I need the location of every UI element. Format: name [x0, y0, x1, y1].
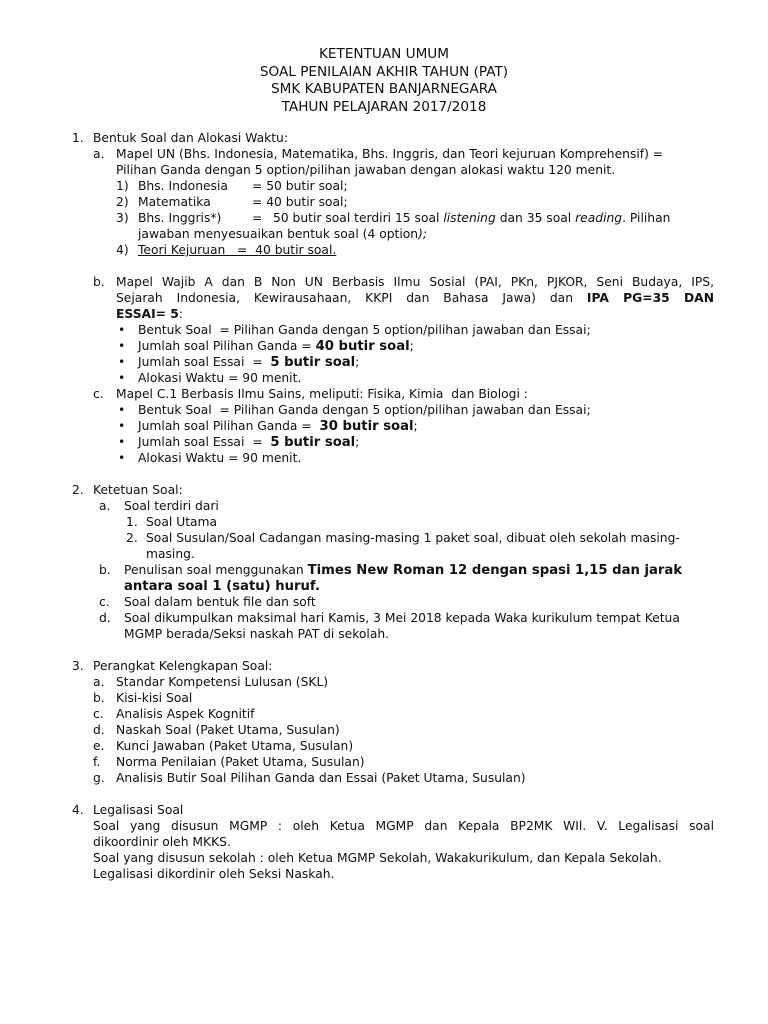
- s3-item-d-text: Naskah Soal (Paket Utama, Susulan): [116, 723, 340, 737]
- s3-item-g-text: Analisis Butir Soal Pilihan Ganda dan Essai (Paket Utama, Susulan): [116, 771, 526, 785]
- s4-line-1: Soal yang disusun MGMP : oleh Ketua MGMP dan Kepala BP2MK WIl. V. Legalisasi soal: [93, 819, 714, 833]
- section-2-title: Ketetuan Soal:: [93, 483, 183, 497]
- s1-a-item-3-text: 50 butir soal terdiri 15 soal listening dan 35 soal reading. Pilihan: [273, 211, 671, 225]
- s1-b-bullet-1-icon: •: [118, 323, 126, 337]
- s1-b-bullet-3-icon: •: [118, 355, 126, 369]
- section-3-title: Perangkat Kelengkapan Soal:: [93, 659, 273, 673]
- s1-b-bullet-4-icon: •: [118, 371, 126, 385]
- section-2-number: 2.: [72, 483, 84, 497]
- s3-item-d-mark: d.: [93, 723, 105, 737]
- s2-b-mark: b.: [99, 563, 111, 577]
- header-line-2: SOAL PENILAIAN AKHIR TAHUN (PAT): [259, 63, 509, 80]
- s1-a-item-1-name: Bhs. Indonesia: [138, 179, 228, 193]
- s1-c-bullet-3-text: Jumlah soal Essai = 5 butir soal;: [138, 435, 360, 450]
- section-3-number: 3.: [72, 659, 84, 673]
- s1-b-line-1: Mapel Wajib A dan B Non UN Berbasis Ilmu Sosial (PAI, PKn, PJKOR, Seni Budaya, IPS,: [116, 275, 714, 289]
- s1-b-mark: b.: [93, 275, 105, 289]
- s1-c-mark: c.: [93, 387, 104, 401]
- s2-a-mark: a.: [99, 499, 111, 513]
- s1-a-item-2-name: Matematika: [138, 195, 211, 209]
- s1-c-bullet-4-text: Alokasi Waktu = 90 menit.: [138, 451, 302, 465]
- s1-a-item-3-number: 3): [116, 211, 129, 225]
- s1-a-line-2: Pilihan Ganda dengan 5 option/pilihan jawaban dengan alokasi waktu 120 menit.: [116, 163, 616, 177]
- document-header: [0, 46, 768, 116]
- s2-a-2-number: 2.: [126, 531, 138, 545]
- s2-a-1-text: Soal Utama: [146, 515, 218, 529]
- s1-c-bullet-2-text: Jumlah soal Pilihan Ganda = 30 butir soal;: [138, 419, 418, 434]
- s1-c-bullet-2-icon: •: [118, 419, 126, 433]
- s2-a-text: Soal terdiri dari: [124, 499, 219, 513]
- s4-line-3: Soal yang disusun sekolah : oleh Ketua MGMP Sekolah, Wakakurikulum, dan Kepala Sekolah.: [93, 851, 662, 865]
- s4-line-2: dikoordinir oleh MKKS.: [93, 835, 231, 849]
- s1-a-item-1-number: 1): [116, 179, 129, 193]
- s1-a-item-1-value: = 50 butir soal;: [252, 179, 348, 193]
- s1-a-item-4-number: 4): [116, 243, 129, 257]
- section-1-title: Bentuk Soal dan Alokasi Waktu:: [93, 131, 288, 145]
- s1-b-bullet-4-text: Alokasi Waktu = 90 menit.: [138, 371, 302, 385]
- section-4-number: 4.: [72, 803, 84, 817]
- s1-b-bullet-2-text: Jumlah soal Pilihan Ganda = 40 butir soal;: [138, 339, 414, 354]
- s1-a-item-3-line-2: jawaban menyesuaikan bentuk soal (4 option);: [138, 227, 428, 241]
- s1-c-bullet-1-icon: •: [118, 403, 126, 417]
- header-line-1: KETENTUAN UMUM: [319, 46, 449, 62]
- s3-item-b-text: Kisi-kisi Soal: [116, 691, 193, 705]
- s1-b-line-3: ESSAI= 5:: [116, 307, 183, 321]
- s2-d-mark: d.: [99, 611, 111, 625]
- s3-item-f-text: Norma Penilaian (Paket Utama, Susulan): [116, 755, 365, 769]
- s3-item-a-text: Standar Kompetensi Lulusan (SKL): [116, 675, 329, 689]
- s1-b-bullet-1-text: Bentuk Soal = Pilihan Ganda dengan 5 option/pilihan jawaban dan Essai;: [138, 323, 591, 337]
- s1-a-item-2-number: 2): [116, 195, 129, 209]
- s3-item-e-mark: e.: [93, 739, 105, 753]
- section-4-title: Legalisasi Soal: [93, 803, 184, 817]
- s1-a-mark: a.: [93, 147, 105, 161]
- s1-c-bullet-4-icon: •: [118, 451, 126, 465]
- s2-a-2-line-1: Soal Susulan/Soal Cadangan masing-masing 1 paket soal, dibuat oleh sekolah masing-: [146, 531, 680, 545]
- s3-item-e-text: Kunci Jawaban (Paket Utama, Susulan): [116, 739, 354, 753]
- s1-a-line-1: Mapel UN (Bhs. Indonesia, Matematika, Bhs. Inggris, dan Teori kejuruan Komprehensif) =: [116, 147, 664, 161]
- s1-b-line-2: Sejarah Indonesia, Kewirausahaan, KKPI dan Bahasa Jawa) dan IPA PG=35 DAN: [116, 291, 714, 305]
- s3-item-a-mark: a.: [93, 675, 105, 689]
- s3-item-b-mark: b.: [93, 691, 105, 705]
- s2-d-line-1: Soal dikumpulkan maksimal hari Kamis, 3 Mei 2018 kepada Waka kurikulum tempat Ketua: [124, 611, 680, 625]
- s2-b-line-1: Penulisan soal menggunakan Times New Roman 12 dengan spasi 1,15 dan jarak: [124, 563, 683, 578]
- s2-b-line-2: antara soal 1 (satu) huruf.: [124, 579, 320, 594]
- header-line-4: TAHUN PELAJARAN 2017/2018: [281, 98, 487, 115]
- header-line-3: SMK KABUPATEN BANJARNEGARA: [271, 81, 497, 98]
- s2-d-line-2: MGMP berada/Seksi naskah PAT di sekolah.: [124, 627, 390, 641]
- s3-item-c-mark: c.: [93, 707, 104, 721]
- s4-line-4: Legalisasi dikordinir oleh Seksi Naskah.: [93, 867, 335, 881]
- s2-c-text: Soal dalam bentuk file dan soft: [124, 595, 316, 609]
- s1-c-line-1: Mapel C.1 Berbasis Ilmu Sains, meliputi: Fisika, Kimia dan Biologi :: [116, 387, 528, 401]
- s2-a-2-line-2: masing.: [146, 547, 195, 561]
- s2-a-1-number: 1.: [126, 515, 138, 529]
- s1-c-bullet-3-icon: •: [118, 435, 126, 449]
- s1-a-item-3-equals: =: [252, 211, 263, 225]
- s3-item-g-mark: g.: [93, 771, 105, 785]
- section-1-number: 1.: [72, 131, 84, 145]
- s1-a-item-3-name: Bhs. Inggris*): [138, 211, 222, 225]
- s1-b-bullet-3-text: Jumlah soal Essai = 5 butir soal;: [138, 355, 360, 370]
- s3-item-c-text: Analisis Aspek Kognitif: [116, 707, 255, 721]
- s3-item-f-mark: f.: [93, 755, 101, 769]
- s1-a-item-2-value: = 40 butir soal;: [252, 195, 348, 209]
- s1-b-bullet-2-icon: •: [118, 339, 126, 353]
- s1-a-item-4-text: Teori Kejuruan = 40 butir soal.: [138, 243, 337, 257]
- s1-c-bullet-1-text: Bentuk Soal = Pilihan Ganda dengan 5 option/pilihan jawaban dan Essai;: [138, 403, 591, 417]
- s2-c-mark: c.: [99, 595, 110, 609]
